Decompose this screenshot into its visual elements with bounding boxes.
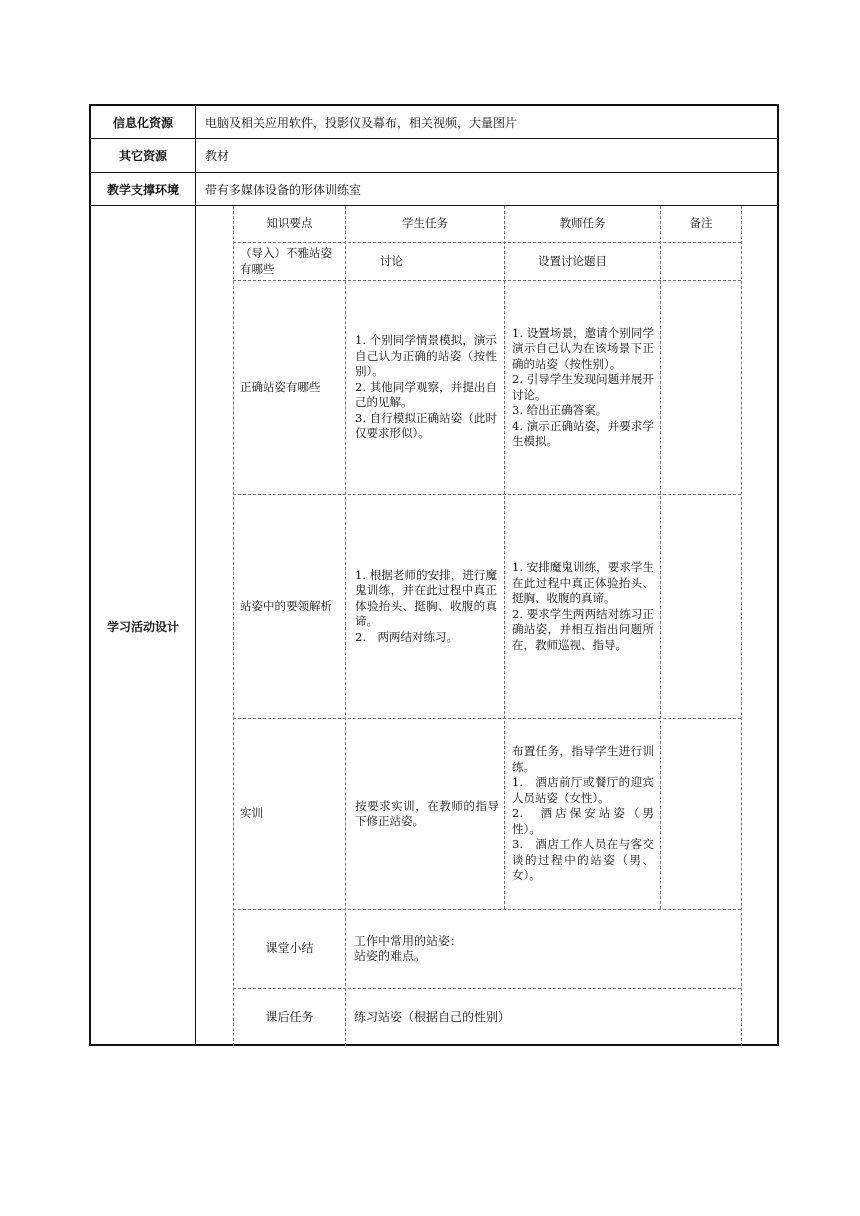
- r1-student-task: [355, 281, 497, 494]
- r3-student-task: [355, 719, 499, 909]
- header-notes: 备注: [689, 216, 713, 231]
- inner-divider: [660, 206, 661, 909]
- homework-content: 练习站姿（根据自己的性别）: [354, 1009, 511, 1024]
- inner-divider: [504, 206, 505, 909]
- inner-divider: [345, 206, 346, 1046]
- r1-student-line: 1. 个别同学情景模拟，演示自己认为正确的站姿（按性别）。: [355, 333, 497, 379]
- value-other-resources: 教材: [205, 149, 230, 163]
- r2-teacher-task: [512, 495, 654, 718]
- summary-content: [354, 910, 734, 988]
- label-activity-design: 学习活动设计: [106, 619, 179, 634]
- summary-label: 课堂小结: [265, 941, 314, 956]
- intro-teacher-task: 设置讨论题目: [538, 253, 607, 268]
- r2-teacher-line: 2. 要求学生两两结对练习正确站姿，并相互指出问题所在，教师巡视、指导。: [512, 606, 654, 652]
- r1-teacher-line: 4. 演示正确站姿，并要求学生模拟。: [512, 418, 654, 448]
- header-knowledge-point: 知识要点: [266, 216, 313, 231]
- r3-point: 实训: [240, 806, 263, 821]
- r3-teacher-line: 2. 酒店保安站姿（男性）。: [512, 806, 654, 836]
- r3-teacher-line: 布置任务，指导学生进行训练。: [512, 744, 654, 774]
- lesson-plan-table: [89, 104, 779, 1046]
- r1-teacher-line: 3. 给出正确答案。: [512, 403, 608, 417]
- r1-point: 正确站姿有哪些: [240, 379, 321, 394]
- value-support-env: 带有多媒体设备的形体训练室: [205, 182, 362, 197]
- label-other-resources: 其它资源: [118, 149, 167, 163]
- r1-teacher-task: [512, 281, 654, 494]
- intro-student-task: 讨论: [380, 253, 403, 268]
- summary-line: 工作中常用的站姿：: [354, 933, 463, 948]
- r1-student-line: 3. 自行模拟正确站姿（此时仅要求形似）。: [355, 410, 497, 441]
- r2-student-line: 2. 两两结对练习。: [355, 629, 458, 644]
- value-it-resources: 电脑及相关应用软件，投影仪及幕布，相关视频，大量图片: [205, 115, 518, 130]
- homework-label: 课后任务: [265, 1009, 314, 1024]
- r2-teacher-line: 1. 安排魔鬼训练，要求学生在此过程中真正体验抬头、挺胸、收腹的真谛。: [512, 560, 654, 605]
- label-it-resources: 信息化资源: [112, 115, 173, 130]
- r1-student-line: 2. 其他同学观察，并提出自己的见解。: [355, 379, 497, 410]
- r3-teacher-task: [512, 719, 654, 909]
- r2-student-task: [355, 495, 497, 718]
- header-student-task: 学生任务: [402, 216, 448, 231]
- summary-line: 站姿的难点。: [354, 949, 427, 963]
- header-teacher-task: 教师任务: [559, 216, 606, 231]
- r2-point: 站姿中的要领解析: [240, 598, 332, 613]
- inner-border-right: [741, 206, 742, 1046]
- intro-point: （导入）不雅站姿有哪些: [240, 246, 332, 276]
- r2-student-line: 1. 根据老师的安排，进行魔鬼训练，并在此过程中真正体验抬头、挺胸、收腹的真谛。: [355, 567, 497, 629]
- column-divider: [195, 106, 196, 1044]
- r1-teacher-line: 1. 设置场景，邀请个别同学演示自己认为在该场景下正确的站姿（按性别）。: [512, 325, 654, 371]
- r1-teacher-line: 2. 引导学生发现问题并展开讨论。: [512, 372, 654, 402]
- r3-teacher-line: 3. 酒店工作人员在与客交谈的过程中的站姿（男、女）。: [512, 837, 654, 883]
- r3-teacher-line: 1. 酒店前厅或餐厅的迎宾人员站姿（女性）。: [512, 775, 654, 805]
- r3-student-text: 按要求实训，在教师的指导下修正站姿。: [355, 798, 499, 828]
- label-support-env: 教学支撑环境: [106, 182, 179, 197]
